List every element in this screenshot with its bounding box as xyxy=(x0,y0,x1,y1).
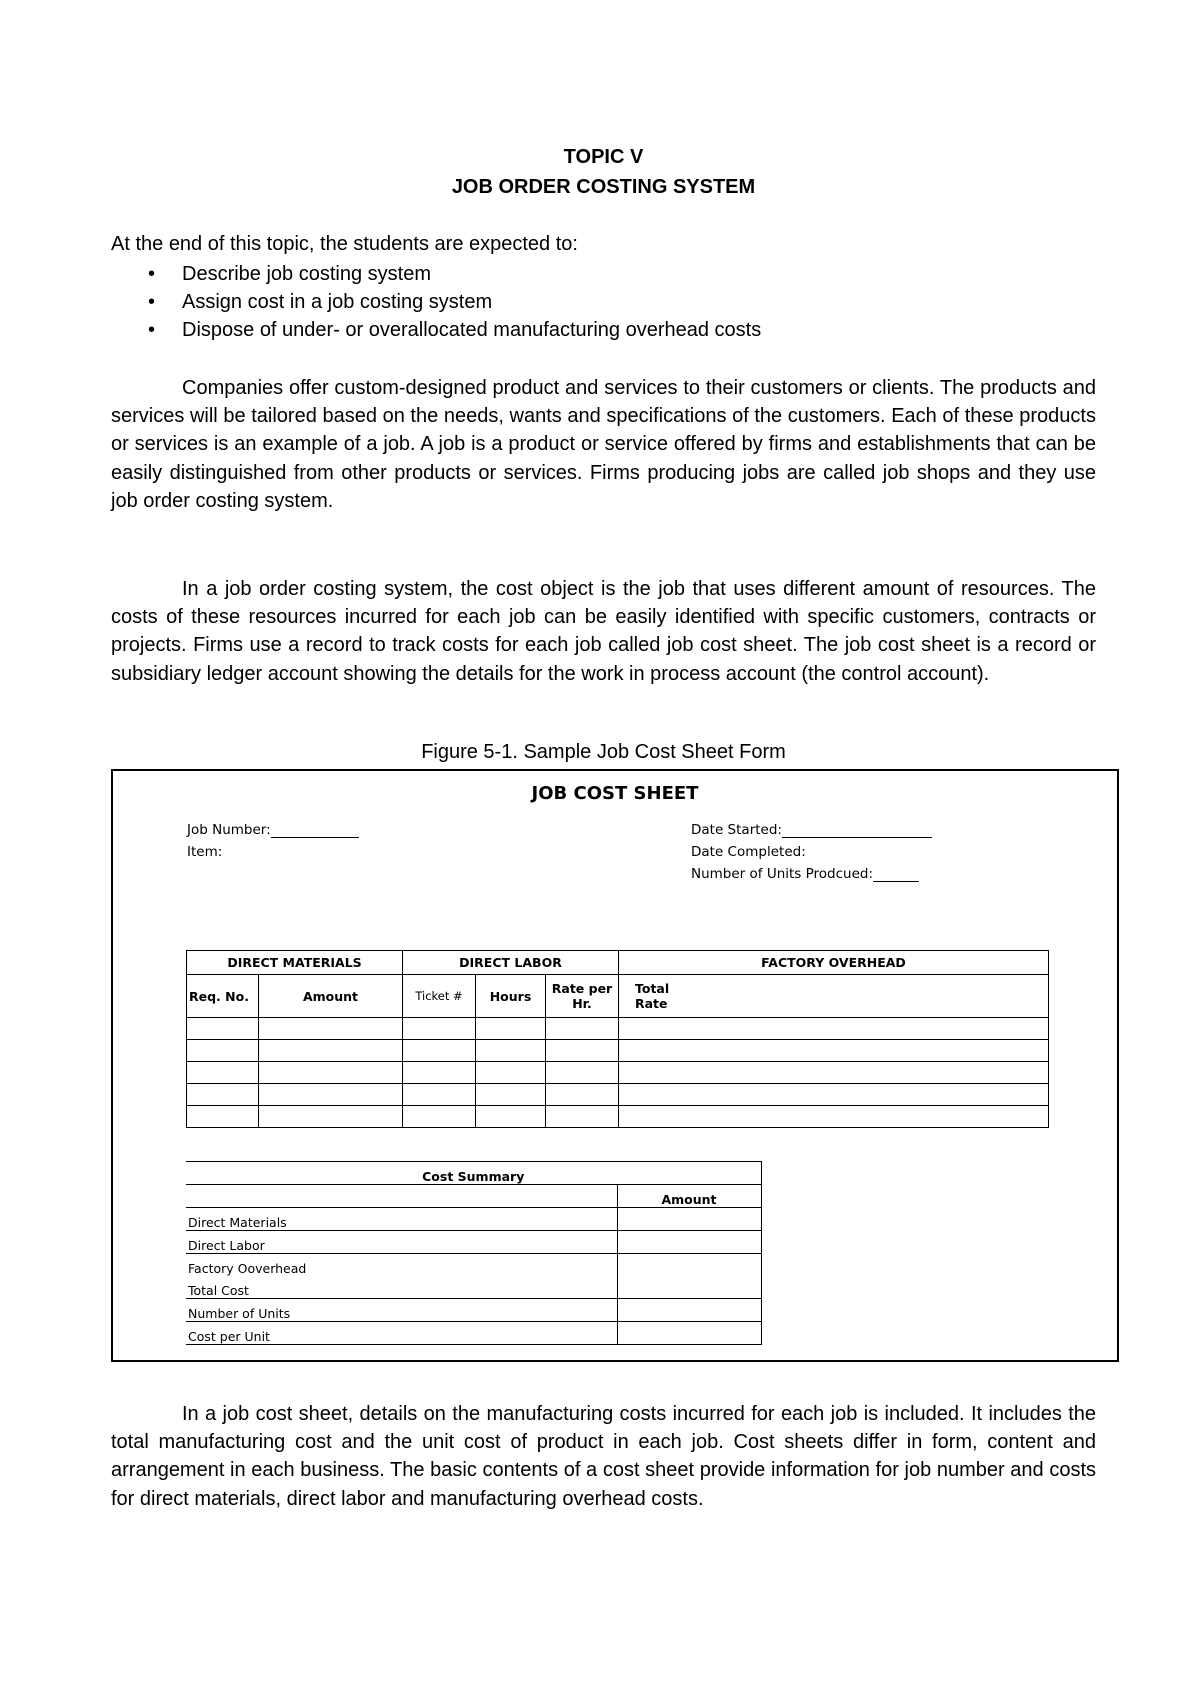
job-number-field: Job Number: xyxy=(187,822,359,838)
direct-labor-header: DIRECT LABOR xyxy=(403,951,619,975)
amount-header: Amount xyxy=(259,975,403,1018)
table-row: Number of Units xyxy=(186,1299,761,1322)
paragraph-cost-sheet: In a job cost sheet, details on the manufacturing costs incurred for each job is included. It includes the total manufacturing cost and the unit cost of product in each job. Cost sheets differ in form, content and arrangement in each business. The basic contents of a cost sheet provide information for job number and costs for direct materials, direct labor and manufacturing overhead costs. xyxy=(111,1403,1096,1510)
topic-title: JOB ORDER COSTING SYSTEM xyxy=(451,176,756,198)
rate-per-hr-header: Rate per Hr. xyxy=(546,975,619,1018)
table-row: Direct Labor xyxy=(186,1231,761,1254)
sheet-title: JOB COST SHEET xyxy=(531,783,699,804)
table-row: Factory Ooverhead xyxy=(186,1254,761,1277)
item-field: Item: xyxy=(187,844,223,860)
req-no-header: Req. No. xyxy=(187,975,259,1018)
summary-header-row xyxy=(186,1185,761,1208)
direct-materials-header: DIRECT MATERIALS xyxy=(187,951,403,975)
costs-table xyxy=(186,950,1049,1128)
cost-summary-table xyxy=(186,1161,762,1345)
figure-caption: Figure 5-1. Sample Job Cost Sheet Form xyxy=(421,741,786,763)
total-rate-header: Total Rate xyxy=(619,975,1049,1018)
paragraph-cost-object: In a job order costing system, the cost object is the job that uses different amount of resources. The costs of these resources incurred for each job can be easily identified with specific customers, contracts or projects. Firms use a record to track costs for each job called job cost sheet. The job cost sheet is a record or subsidiary ledger account showing the details for the work in process account (the control account). xyxy=(111,578,1096,685)
bullet-icon: • xyxy=(148,319,156,341)
column-header-row xyxy=(187,975,1049,1018)
table-row xyxy=(187,1106,1049,1128)
units-produced-field: Number of Units Prodcued: xyxy=(691,866,919,882)
cost-summary-title: Cost Summary xyxy=(186,1162,761,1185)
summary-amount-header: Amount xyxy=(617,1185,761,1208)
table-row xyxy=(187,1040,1049,1062)
factory-overhead-header: FACTORY OVERHEAD xyxy=(619,951,1049,975)
table-row xyxy=(187,1018,1049,1040)
ticket-header: Ticket # xyxy=(403,975,476,1018)
hours-header: Hours xyxy=(476,975,546,1018)
list-item: • Describe job costing system xyxy=(111,260,761,288)
job-cost-sheet-figure xyxy=(111,769,1119,1362)
objectives-list xyxy=(111,260,761,344)
bullet-icon: • xyxy=(148,263,156,285)
section-header-row xyxy=(187,951,1049,975)
date-started-field: Date Started: xyxy=(691,822,932,838)
summary-title-row xyxy=(186,1162,761,1185)
list-item: • Dispose of under- or overallocated manufacturing overhead costs xyxy=(111,316,761,344)
table-row: Direct Materials xyxy=(186,1208,761,1231)
topic-number: TOPIC V xyxy=(563,146,644,168)
list-item: • Assign cost in a job costing system xyxy=(111,288,761,316)
table-row xyxy=(187,1062,1049,1084)
table-row: Total Cost xyxy=(186,1276,761,1299)
objectives-intro: At the end of this topic, the students are expected to: xyxy=(111,233,578,255)
paragraph-jobs: Companies offer custom-designed product and services to their customers or clients. The products and services will be tailored based on the needs, wants and specifications of the customers. Each of these products or services is an example of a job. A job is a product or service offered by firms and establishments that can be easily distinguished from other products or services. Firms producing jobs are called job shops and they use job order costing system. xyxy=(111,377,1096,512)
date-completed-field: Date Completed: xyxy=(691,844,806,860)
table-row: Cost per Unit xyxy=(186,1322,761,1345)
bullet-icon: • xyxy=(148,291,156,313)
table-row xyxy=(187,1084,1049,1106)
